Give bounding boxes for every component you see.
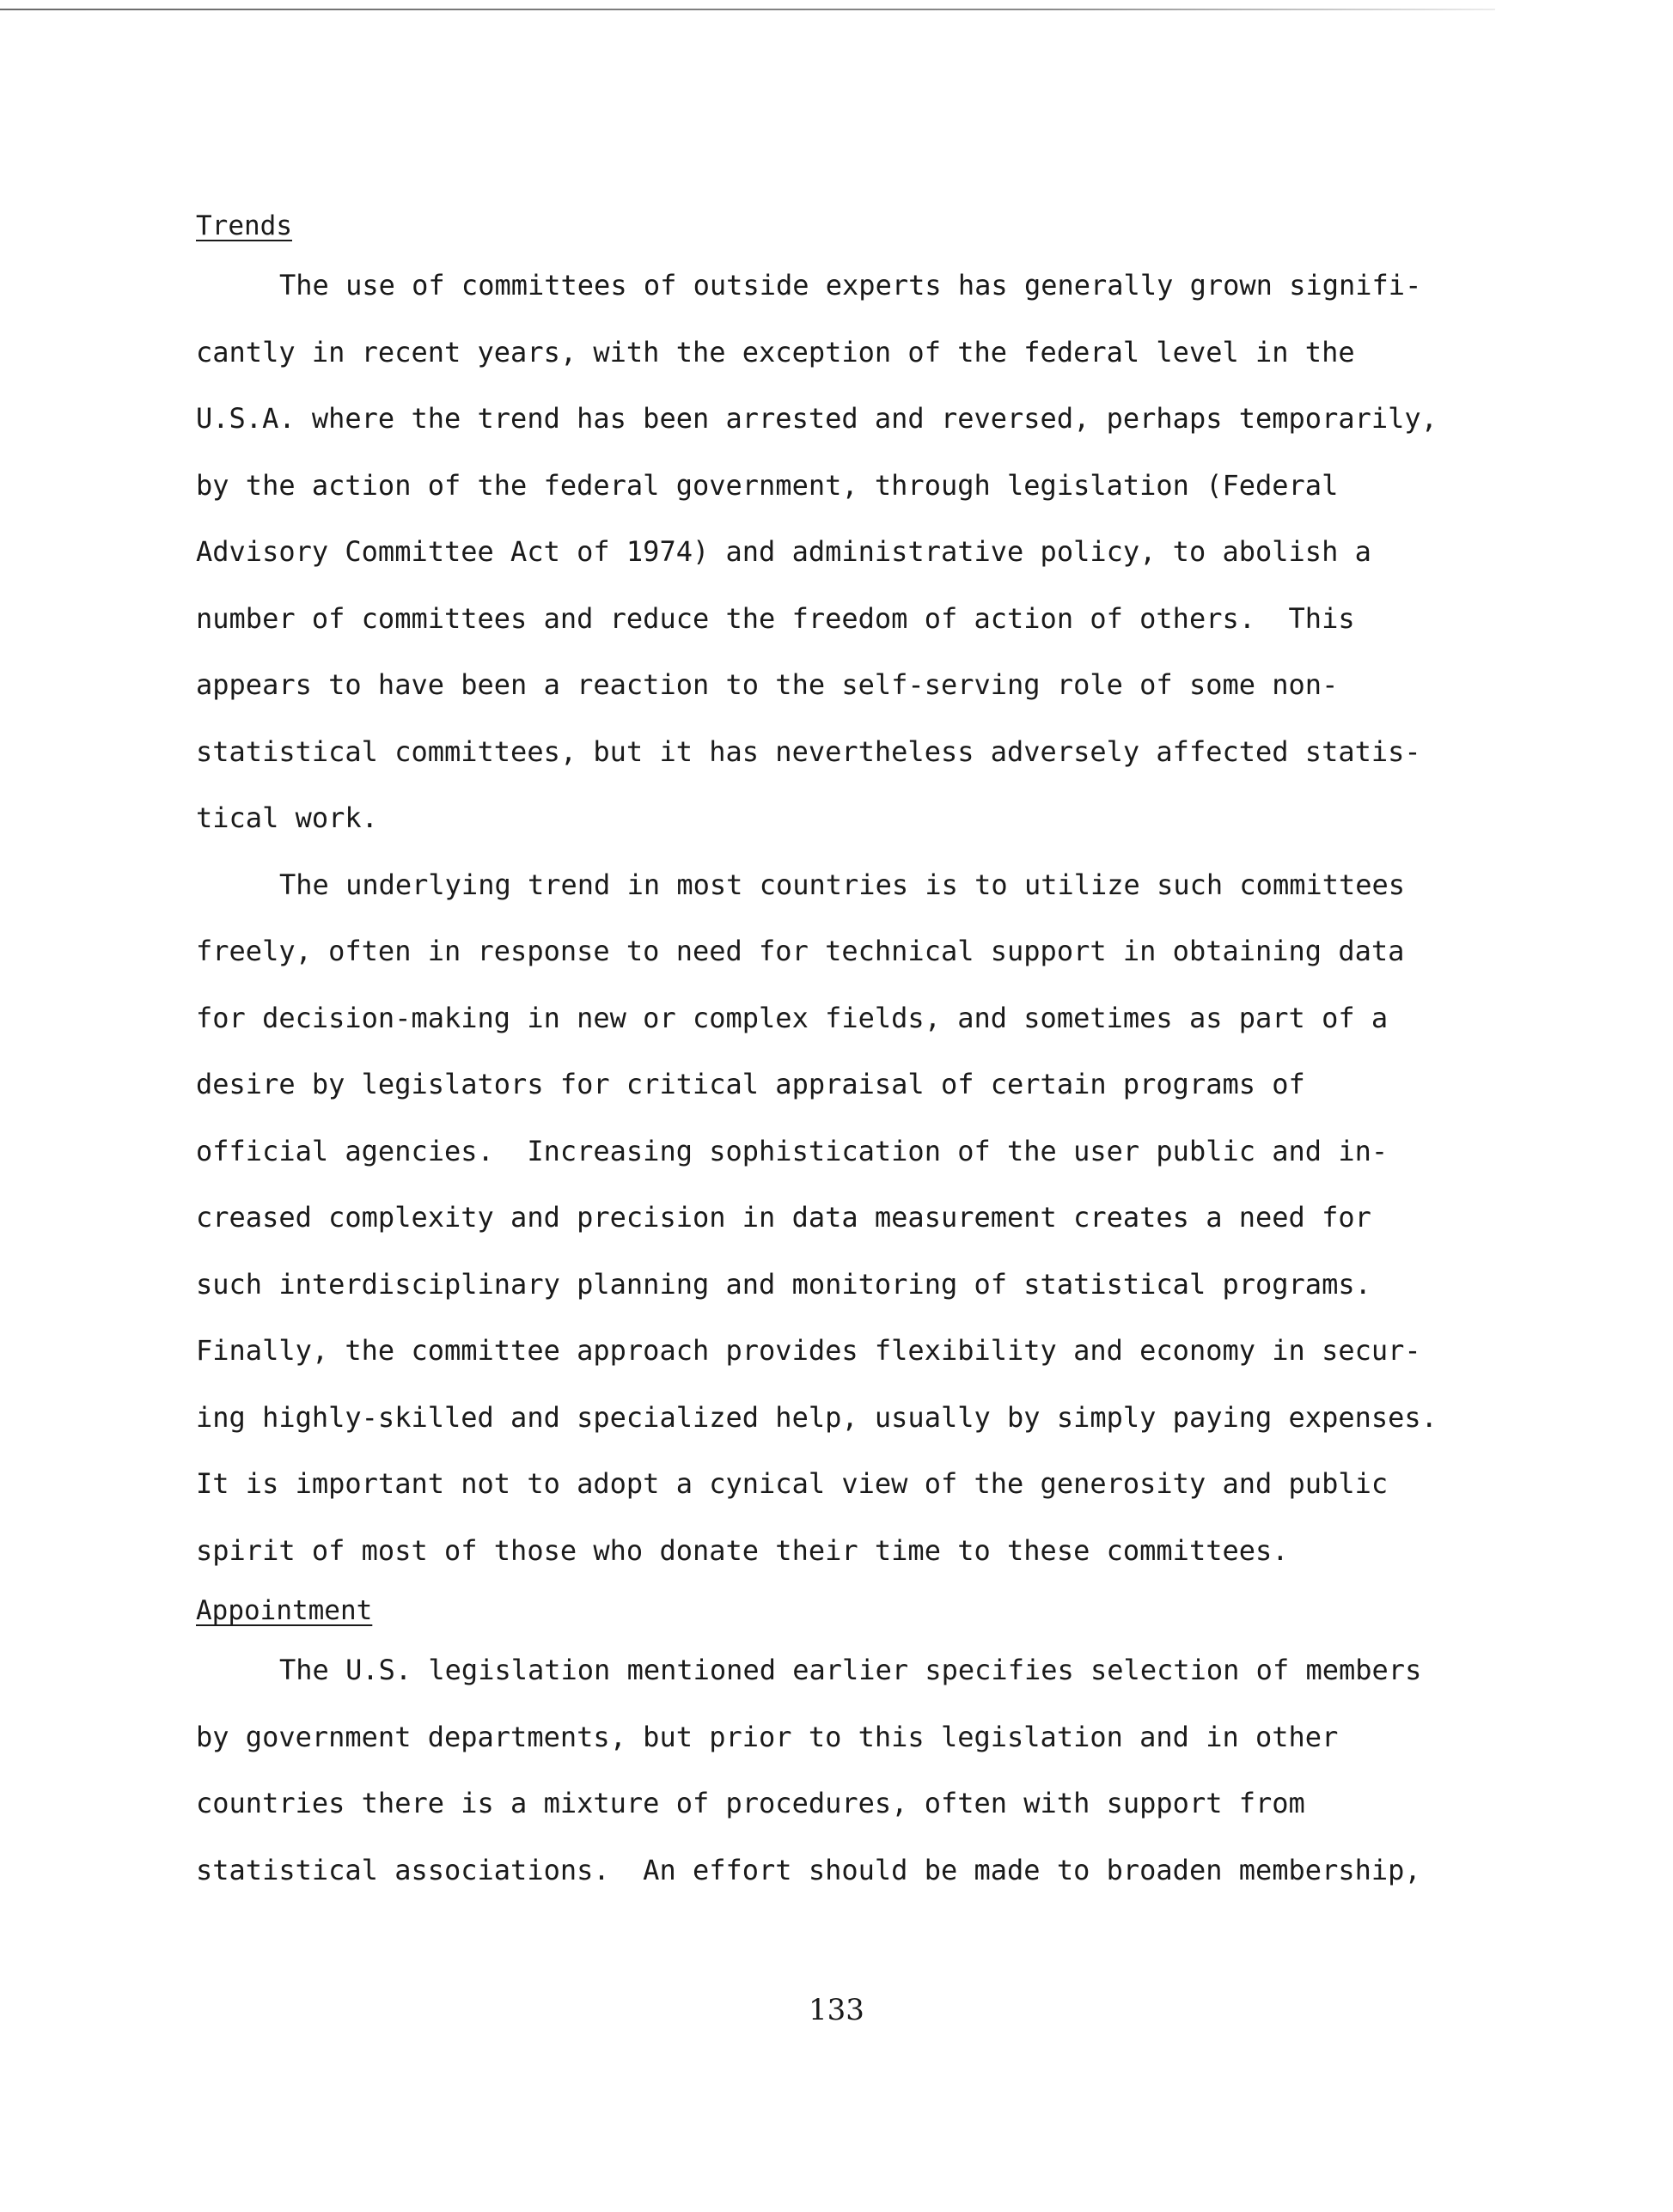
section-heading-trends: Trends: [196, 210, 292, 241]
paragraph-appointment-1: [196, 1637, 1459, 1904]
text-line: The U.S. legislation mentioned earlier specifies selection of members: [279, 1654, 1422, 1686]
text-line: freely, often in response to need for technical support in obtaining data: [196, 935, 1405, 967]
text-line: by government departments, but prior to this legislation and in other: [196, 1720, 1339, 1753]
text-line: number of committees and reduce the freedom of action of others. This: [196, 601, 1355, 635]
text-line: for decision-making in new or complex fields, and sometimes as part of a: [196, 1001, 1389, 1034]
paragraph-trends-1: [196, 253, 1459, 852]
text-line: cantly in recent years, with the exception of the federal level in the: [196, 335, 1355, 369]
text-line: ing highly-skilled and specialized help, usually by simply paying expenses.: [196, 1400, 1438, 1434]
text-line: U.S.A. where the trend has been arrested and reversed, perhaps temporarily,: [196, 402, 1438, 435]
text-line: countries there is a mixture of procedures, often with support from: [196, 1787, 1305, 1819]
text-line: by the action of the federal government, through legislation (Federal: [196, 468, 1339, 502]
paragraph-trends-2: [196, 852, 1459, 1585]
text-line: tical work.: [196, 801, 378, 834]
text-line: desire by legislators for critical appraisal of certain programs of: [196, 1068, 1305, 1100]
text-line: statistical committees, but it has nevertheless adversely affected statis-: [196, 734, 1421, 768]
section-heading-appointment: Appointment: [196, 1595, 373, 1626]
text-line: The underlying trend in most countries is to utilize such committees: [279, 868, 1406, 901]
text-line: creased complexity and precision in data measurement creates a need for: [196, 1201, 1371, 1234]
text-line: The use of committees of outside experts has generally grown signifi-: [279, 269, 1422, 302]
top-border-line: [0, 9, 1495, 10]
text-line: statistical associations. An effort should be made to broaden membership,: [196, 1853, 1421, 1886]
text-line: such interdisciplinary planning and monitoring of statistical programs.: [196, 1267, 1371, 1301]
text-line: appears to have been a reaction to the self-serving role of some non-: [196, 668, 1339, 701]
text-line: spirit of most of those who donate their time to these committees.: [196, 1533, 1289, 1567]
text-line: official agencies. Increasing sophistication of the user public and in-: [196, 1134, 1389, 1167]
page-number: 133: [809, 1993, 864, 2027]
text-line: Finally, the committee approach provides flexibility and economy in secur-: [196, 1334, 1421, 1367]
page-body: [196, 199, 1459, 1904]
text-line: Advisory Committee Act of 1974) and administrative policy, to abolish a: [196, 535, 1371, 568]
text-line: It is important not to adopt a cynical view of the generosity and public: [196, 1467, 1389, 1500]
